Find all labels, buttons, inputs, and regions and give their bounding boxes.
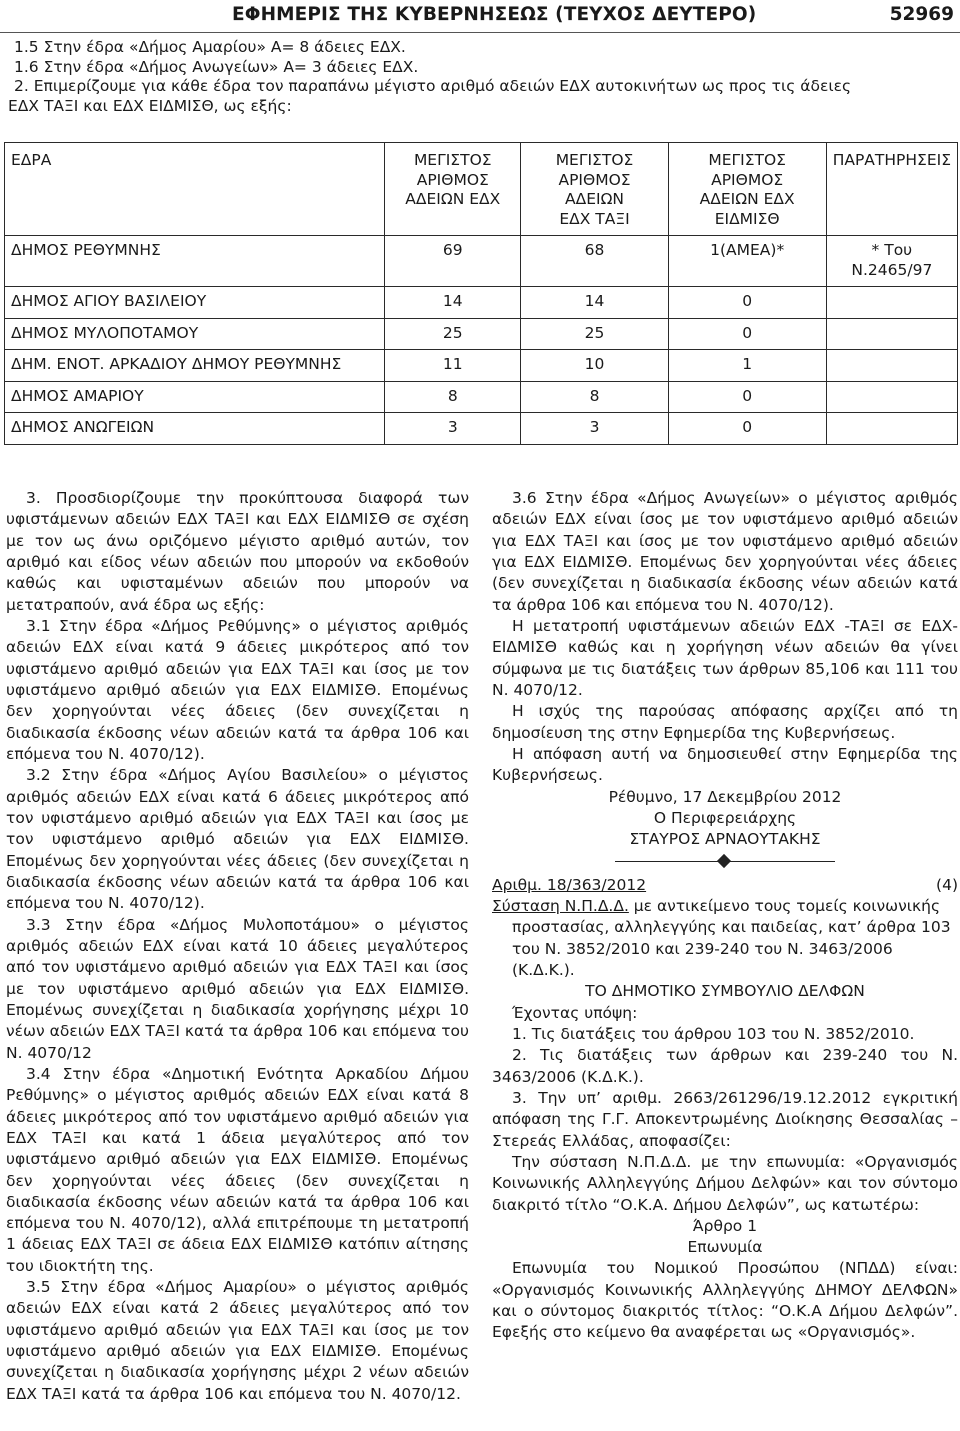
cell-seat: ΔΗΜ. ΕΝΟΤ. ΑΡΚΑΔΙΟΥ ΔΗΜΟΥ ΡΕΘΥΜΝΗΣ [5, 350, 385, 382]
cell-remark [826, 318, 957, 350]
licenses-table [4, 142, 958, 445]
header-text: ΑΡΙΘΜΟΣ [711, 170, 784, 189]
decision-number-line [492, 875, 958, 896]
header-text: ΜΕΓΙΣΤΟΣ [413, 151, 492, 169]
page-number: 52969 [889, 4, 954, 25]
header-text: ΑΡΙΘΜΟΣ [558, 170, 631, 189]
cell-value: 0 [668, 413, 826, 445]
paragraph: 3.1 Στην έδρα «Δήμος Ρεθύμνης» ο μέγιστος αριθμός αδειών ΕΔΧ είναι κατά 9 άδειες μικρότερος από τον υφιστάμενο αριθμό αδειών για ΕΔΧ ΤΑΞΙ και ίσος με τον υφιστάμενο αριθμό αδειών για ΕΔΧ ΕΙΔΜΙΣΘ. Επομένως δεν χορηγούνται νέες άδειες (δεν συνεχίζεται η διαδικασία έκδοσης νέων αδειών κατά τα άρθρα 106 και επόμενα του Ν. 4070/12). [6, 616, 469, 763]
cell-remark [826, 413, 957, 445]
paragraph: Επωνυμία του Νομικού Προσώπου (ΝΠΔΔ) είναι: «Οργανισμός Κοινωνικής Αλληλεγγύης ΔΗΜΟΥ ΔΕΛΦΩΝ» και ο σύντομος διακριτός τίτλος: “Ο.Κ.Α Δήμου Δελφών”. Εφεξής στο κείμενο θα αναφέρεται ως «Οργανισμός». [492, 1259, 958, 1342]
header-cell-max-eidmisth [668, 143, 826, 236]
table-row [5, 413, 958, 445]
intro-line: 1.6 Στην έδρα «Δήμος Ανωγείων» Α= 3 άδειες ΕΔΧ. [14, 57, 419, 76]
paragraph: 3.5 Στην έδρα «Δήμος Αμαρίου» ο μέγιστος αριθμός αδειών ΕΔΧ είναι κατά 2 άδειες μεγαλύτερος από τον υφιστάμενο αριθμό αδειών για ΕΔΧ ΤΑΞΙ και ίσος με τον υφιστάμενο αριθμό αδειών για ΕΔΧ ΕΙΔΜΙΣΘ. Επομένως συνεχίζεται η διαδικασία χορήγησης μέχρι 2 νέων αδειών ΕΔΧ ΤΑΞΙ κατά τα άρθρα 106 και επόμενα του Ν. 4070/12. [6, 1278, 469, 1403]
decision-subject [492, 896, 958, 981]
subject-label: Σύσταση Ν.Π.Δ.Δ. [492, 896, 629, 915]
cell-value: 10 [521, 350, 668, 382]
regard-item: 3. Την υπ’ αριθμ. 2663/261296/19.12.2012 εγκριτική απόφαση της Γ.Γ. Αποκεντρωμένης Διοίκησης Θεσσαλίας – Στερεάς Ελλάδας, αποφασίζει: [492, 1088, 958, 1150]
cell-value: 69 [385, 236, 521, 287]
table-row [5, 381, 958, 413]
paragraph: 3.6 Στην έδρα «Δήμος Ανωγείων» ο μέγιστος αριθμός αδειών ΕΔΧ είναι ίσος με τον υφιστάμενο αριθμό αδειών για ΕΔΧ ΤΑΞΙ και ίσος με τον υφιστάμενο αριθμό αδειών για ΕΔΧ ΕΙΔΜΙΣΘ. Επομένως δεν χορηγούνται νέες άδειες (δεν συνεχίζεται η διαδικασία έκδοσης νέων αδειών κατά τα άρθρα 106 και επόμενα του Ν. 4070/12). [492, 489, 958, 614]
left-column [6, 488, 469, 1405]
signer-title: Ο Περιφερειάρχης [653, 808, 797, 827]
header-text: ΠΑΡΑΤΗΡΗΣΕΙΣ [832, 151, 951, 169]
paragraph: Η απόφαση αυτή να δημοσιευθεί στην Εφημερίδα της Κυβερνήσεως. [492, 744, 958, 785]
header-text: ΑΔΕΙΩΝ ΕΔΧ [405, 190, 501, 208]
having-regard: Έχοντας υπόψη: [512, 1003, 638, 1022]
cell-value: 0 [668, 381, 826, 413]
cell-value: 0 [668, 287, 826, 319]
header-text: ΜΕΓΙΣΤΟΣ [555, 151, 634, 169]
header-text: ΑΔΕΙΩΝ ΕΔΧ [699, 190, 795, 208]
regard-item: 2. Τις διατάξεις των άρθρων και 239-240 του Ν. 3463/2006 (Κ.Δ.Κ.). [492, 1046, 958, 1086]
article-title: Επωνυμία [687, 1238, 763, 1257]
header-text: ΕΔΡΑ [11, 151, 52, 169]
decision-number: Αριθμ. 18/363/2012 [492, 875, 647, 894]
gazette-title: ΕΦΗΜΕΡΙΣ ΤΗΣ ΚΥΒΕΡΝΗΣΕΩΣ (ΤΕΥΧΟΣ ΔΕΥΤΕΡΟ) [232, 4, 757, 25]
header-text: ΕΙΔΜΙΣΘ [714, 209, 780, 228]
section-divider [615, 853, 835, 869]
subject-text: με αντικείμενο τους τομείς κοινωνικής προστασίας, αλληλεγγύης και παιδείας, κατ’ άρθρα 103 του Ν. 3852/2010 και 239-240 του Ν. 3463/2006 (Κ.Δ.Κ.). [512, 896, 951, 979]
cell-seat: ΔΗΜΟΣ ΜΥΛΟΠΟΤΑΜΟΥ [5, 318, 385, 350]
header-text: ΜΕΓΙΣΤΟΣ [708, 151, 786, 169]
header-text: ΑΔΕΙΩΝ [565, 190, 625, 208]
paragraph: 3. Προσδιορίζουμε την προκύπτουσα διαφορά των υφιστάμενων αδειών ΕΔΧ ΤΑΞΙ και ΕΔΧ ΕΙΔΜΙΣΘ σε σχέση με τον ως άνω οριζόμενο μέγιστο αριθμό αυτών, τον αριθμό και είδος νέων αδειών που μπορούν να εκδοθούν καθώς και υφισταμένων αδειών που μπορούν να μετατραπούν, ανά έδρα ως εξής: [6, 489, 469, 614]
regard-item: 1. Τις διατάξεις του άρθρου 103 του Ν. 3852/2010. [512, 1024, 915, 1043]
cell-value: 11 [385, 350, 521, 382]
paragraph: Την σύσταση Ν.Π.Δ.Δ. με την επωνυμία: «Οργανισμός Κοινωνικής Αλληλεγγύης Δήμου Δελφών» και τον σύντομο διακριτό τίτλο “Ο.Κ.Α. Δήμου Δελφών”, ως κατωτέρω: [492, 1152, 958, 1214]
intro-line: 1.5 Στην έδρα «Δήμος Αμαρίου» Α= 8 άδειες ΕΔΧ. [14, 38, 406, 56]
table-row [5, 287, 958, 319]
cell-remark: * Του Ν.2465/97 [826, 236, 957, 287]
cell-remark [826, 381, 957, 413]
header-cell-remarks [826, 143, 957, 236]
cell-value: 68 [521, 236, 668, 287]
header-text: ΕΔΧ ΤΑΞΙ [559, 209, 630, 228]
cell-seat: ΔΗΜΟΣ ΡΕΘΥΜΝΗΣ [5, 236, 385, 287]
cell-value: 1(ΑΜΕΑ)* [668, 236, 826, 287]
header-cell-seat [5, 143, 385, 236]
council-heading: ΤΟ ΔΗΜΟΤΙΚΟ ΣΥΜΒΟΥΛΙΟ ΔΕΛΦΩΝ [585, 982, 865, 1001]
paragraph: 3.2 Στην έδρα «Δήμος Αγίου Βασιλείου» ο μέγιστος αριθμός αδειών ΕΔΧ είναι κατά 6 άδειες μικρότερος από τον υφιστάμενο αριθμό αδειών για ΕΔΧ ΤΑΞΙ και ίσος με τον υφιστάμενο αριθμό αδειών για ΕΔΧ ΕΙΔΜΙΣΘ. Επομένως δεν χορηγούνται νέες άδειες (δεν συνεχίζεται η διαδικασία έκδοσης νέων αδειών κατά τα άρθρα 106 και επόμενα του Ν. 4070/12). [6, 766, 469, 913]
paragraph: Η μετατροπή υφιστάμενων αδειών ΕΔΧ -ΤΑΞΙ σε ΕΔΧ-ΕΙΔΜΙΣΘ καθώς και η χορήγηση νέων αδειών θα γίνει σύμφωνα με τις διατάξεις των άρθρων 85,106 και 111 του Ν. 4070/12. [492, 616, 958, 699]
article-number: Άρθρο 1 [692, 1216, 758, 1235]
paragraph: 3.4 Στην έδρα «Δημοτική Ενότητα Αρκαδίου Δήμου Ρεθύμνης» ο μέγιστος αριθμός αδειών ΕΔΧ είναι κατά 8 άδειες μικρότερος από τον υφιστάμενο αριθμό αδειών για ΕΔΧ ΤΑΞΙ και κατά 1 άδεια μεγαλύτερος από τον υφιστάμενο αριθμό αδειών για ΕΔΧ ΕΙΔΜΙΣΘ. Επομένως δεν χορηγούνται νέες άδειες (δεν συνεχίζεται η διαδικασία έκδοσης νέων αδειών κατά τα άρθρα 106 και επόμενα του Ν. 4070/12), αλλά επιτρέπουμε τη μετατροπή 1 άδειας ΕΔΧ ΤΑΞΙ σε άδεια ΕΔΧ ΕΙΔΜΙΣΘ κατόπιν αίτησης του ιδιοκτήτη της. [6, 1064, 469, 1275]
cell-seat: ΔΗΜΟΣ ΑΝΩΓΕΙΩΝ [5, 413, 385, 445]
intro-line: ΕΔΧ ΤΑΞΙ και ΕΔΧ ΕΙΔΜΙΣΘ, ως εξής: [8, 96, 292, 115]
cell-value: 0 [668, 318, 826, 350]
header-text: ΑΡΙΘΜΟΣ [416, 170, 489, 189]
header-cell-max-total [385, 143, 521, 236]
header-cell-max-taxi [521, 143, 668, 236]
cell-value: 25 [385, 318, 521, 350]
cell-value: 8 [521, 381, 668, 413]
right-column [492, 488, 958, 1344]
cell-value: 14 [385, 287, 521, 319]
table-row [5, 236, 958, 287]
cell-value: 1 [668, 350, 826, 382]
cell-value: 3 [385, 413, 521, 445]
place-date: Ρέθυμνο, 17 Δεκεμβρίου 2012 [608, 787, 842, 806]
cell-seat: ΔΗΜΟΣ ΑΓΙΟΥ ΒΑΣΙΛΕΙΟΥ [5, 287, 385, 319]
table-row [5, 350, 958, 382]
divider-diamond-icon [717, 854, 731, 868]
cell-value: 14 [521, 287, 668, 319]
intro-lines [8, 38, 954, 116]
cell-value: 8 [385, 381, 521, 413]
cell-value: 25 [521, 318, 668, 350]
table-header-row [5, 143, 958, 236]
paragraph: Η ισχύς της παρούσας απόφασης αρχίζει από τη δημοσίευση της στην Εφημερίδα της Κυβερνήσεως. [492, 702, 958, 742]
cell-value: 3 [521, 413, 668, 445]
signer-name: ΣΤΑΥΡΟΣ ΑΡΝΑΟΥΤΑΚΗΣ [629, 830, 821, 849]
page-header [0, 0, 960, 34]
header-rule [0, 32, 960, 33]
paragraph: 3.3 Στην έδρα «Δήμος Μυλοποτάμου» ο μέγιστος αριθμός αδειών ΕΔΧ είναι κατά 10 άδειες μεγαλύτερος από τον υφιστάμενο αριθμό αδειών για ΕΔΧ ΤΑΞΙ και ίσος με τον υφιστάμενο αριθμό αδειών για ΕΔΧ ΕΙΔΜΙΣΘ. Επομένως συνεχίζεται η διαδικασία χορήγησης μέχρι 10 νέων αδειών ΕΔΧ ΤΑΞΙ κατά τα άρθρα 106 και επόμενα του Ν. 4070/12 [6, 915, 469, 1062]
intro-line: 2. Επιμερίζουμε για κάθε έδρα τον παραπάνω μέγιστο αριθμό αδειών ΕΔΧ αυτοκινήτων ως προς τις άδειες [14, 77, 852, 95]
table-row [5, 318, 958, 350]
decision-index: (4) [936, 875, 958, 894]
cell-remark [826, 350, 957, 382]
cell-remark [826, 287, 957, 319]
cell-seat: ΔΗΜΟΣ ΑΜΑΡΙΟΥ [5, 381, 385, 413]
